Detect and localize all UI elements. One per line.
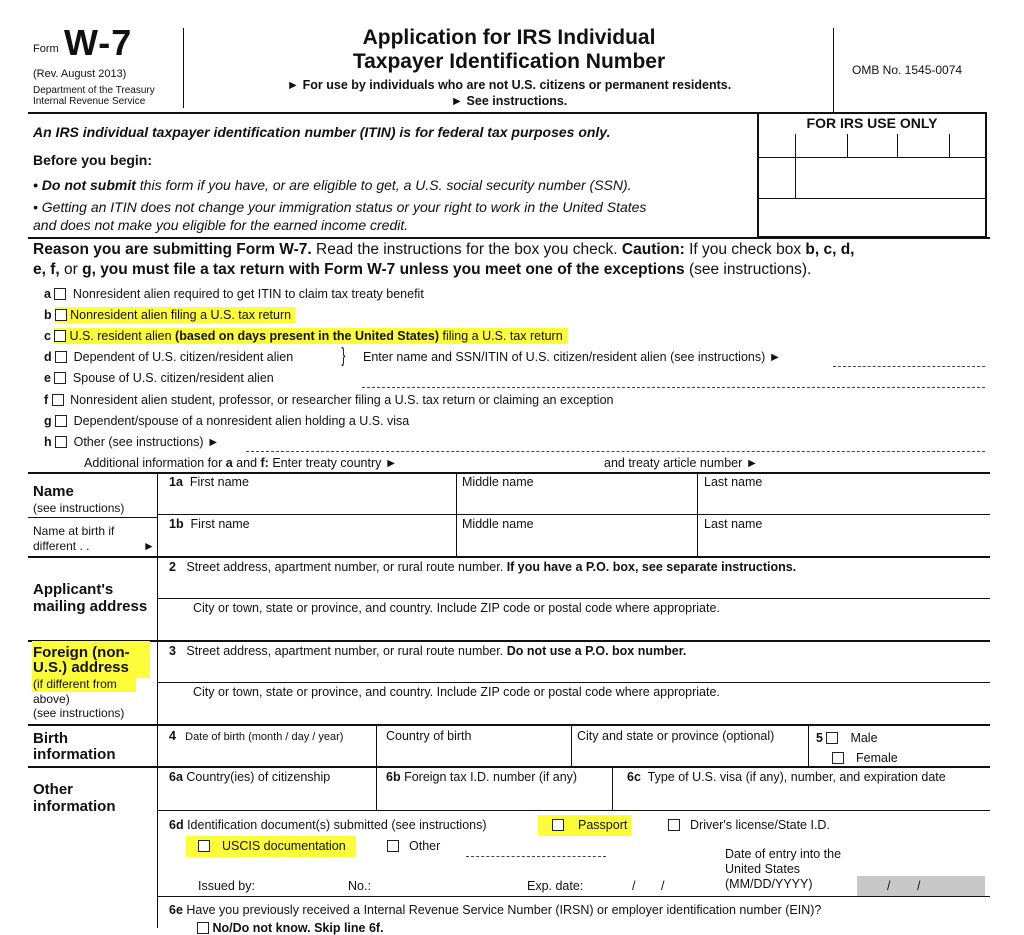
other-col-divider1 [376, 766, 377, 810]
reason-c-label: U.S. resident alien (based on days present in the United States) filing a U.S. tax return [69, 329, 563, 343]
foreign-label5: (see instructions) [33, 706, 125, 720]
other-label1: Other [33, 781, 74, 798]
field-city-of-birth[interactable]: City and state or province (optional) [577, 729, 775, 743]
form-subtitle-line1: ► For use by individuals who are not U.S. citizens or permanent residents. [286, 78, 732, 92]
form-title-line1: Application for IRS Individual [362, 26, 656, 49]
department-line1: Department of the Treasury [33, 85, 155, 96]
reason-d-label: Dependent of U.S. citizen/resident alien [73, 350, 294, 364]
reason-item-b: b Nonresident alien filing a U.S. tax return [44, 308, 295, 322]
drivers-license-option: Driver's license/State I.D. [668, 818, 830, 832]
reason-d-checkbox[interactable] [55, 351, 67, 363]
field-6a-citizenship[interactable]: 6a Country(ies) of citizenship [169, 770, 331, 784]
row-2-rule [157, 598, 990, 599]
reason-item-f: f Nonresident alien student, professor, or researcher filing a U.S. tax return or claiming an exception [44, 393, 614, 407]
reason-rule [28, 472, 990, 474]
reason-item-g: g Dependent/spouse of a nonresident alien holding a U.S. visa [44, 414, 410, 428]
birth-label2: information [33, 746, 116, 763]
field-6d-id-docs: 6d Identification document(s) submitted (see instructions) [169, 818, 487, 832]
irs-use-only-box [757, 112, 987, 238]
uscis-checkbox[interactable] [198, 840, 210, 852]
before-you-begin: Before you begin: [33, 152, 153, 168]
name-at-birth-label2: different . . [33, 539, 90, 553]
birth-col-divider2 [571, 724, 572, 766]
reason-e-label: Spouse of U.S. citizen/resident alien [72, 371, 274, 385]
entry-date-label2: United States [725, 862, 801, 876]
drivers-license-checkbox[interactable] [668, 819, 680, 831]
field-country-of-birth[interactable]: Country of birth [386, 729, 472, 743]
reason-f-checkbox[interactable] [52, 394, 64, 406]
name-section-rule [28, 556, 990, 558]
reason-e-checkbox[interactable] [54, 372, 66, 384]
field-1b-last[interactable]: Last name [704, 517, 763, 531]
reason-item-h: h Other (see instructions) ► [44, 435, 220, 449]
row-3-rule [157, 682, 990, 683]
female-checkbox[interactable] [832, 752, 844, 764]
field-2-city[interactable]: City or town, state or province, and country. Include ZIP code or postal code where appropriate. [193, 601, 720, 615]
gender-male: 5 Male [816, 731, 878, 745]
reason-item-a: a Nonresident alien required to get ITIN to claim tax treaty benefit [44, 287, 424, 301]
field-3-city[interactable]: City or town, state or province, and country. Include ZIP code or postal code where appropriate. [193, 685, 720, 699]
mailing-label1: Applicant's [33, 581, 114, 598]
bullet-itin-status-line2: and does not make you eligible for the earned income credit. [33, 217, 409, 233]
de-entry-line2[interactable] [362, 387, 985, 388]
birth-col-divider1 [376, 724, 377, 766]
name-section-label: Name [33, 483, 74, 500]
field-1b-middle[interactable]: Middle name [462, 517, 534, 531]
reason-f-label: Nonresident alien student, professor, or researcher filing a U.S. tax return or claiming an exception [70, 393, 614, 407]
reason-b-label: Nonresident alien filing a U.S. tax return [70, 308, 292, 322]
field-2-street[interactable]: 2 Street address, apartment number, or rural route number. If you have a P.O. box, see separate instructions. [169, 560, 797, 574]
department-line2: Internal Revenue Service [33, 96, 146, 107]
header-divider-left [183, 28, 184, 108]
header-rule [28, 112, 758, 114]
entry-date-slash1: / [887, 879, 891, 893]
reason-item-c: c U.S. resident alien (based on days present in the United States) filing a U.S. tax return [44, 329, 568, 343]
de-brace: } [341, 345, 346, 367]
other-reason-entry-line[interactable] [246, 451, 985, 452]
entry-date-label3: (MM/DD/YYYY) [725, 877, 813, 891]
header-divider-right [833, 28, 834, 112]
other-doc-option: Other [387, 839, 440, 853]
mailing-label2: mailing address [33, 598, 148, 615]
foreign-label3: (if different from [33, 677, 117, 691]
field-1a-middle[interactable]: Middle name [462, 475, 534, 489]
name-at-birth-label1: Name at birth if [33, 524, 115, 538]
entry-date-label1: Date of entry into the [725, 847, 842, 861]
bullet-itin-status-line1: • Getting an ITIN does not change your immigration status or your right to work in the United States [33, 199, 647, 215]
reason-item-d: d Dependent of U.S. citizen/resident alien [44, 350, 294, 364]
passport-option: Passport [538, 815, 631, 836]
irs-box-rule2 [759, 198, 985, 199]
de-entry-line1[interactable] [833, 366, 985, 367]
exp-date-label[interactable]: Exp. date: [527, 879, 584, 893]
male-checkbox[interactable] [826, 732, 838, 744]
field-1b-first[interactable]: 1b First name [169, 517, 250, 531]
exp-date-slash1: / [632, 879, 636, 893]
irsn-no-checkbox[interactable] [197, 922, 209, 934]
doc-number-label[interactable]: No.: [348, 879, 371, 893]
revision-date: (Rev. August 2013) [33, 68, 127, 80]
name-at-birth-arrow: ► [143, 539, 155, 553]
form-subtitle-line2: ► See instructions. [450, 94, 568, 108]
field-6c-visa[interactable]: 6c Type of U.S. visa (if any), number, and expiration date [627, 770, 946, 784]
name-label-rule [28, 517, 157, 518]
birth-section-rule [28, 766, 990, 768]
passport-checkbox[interactable] [552, 819, 564, 831]
reason-h-checkbox[interactable] [55, 436, 67, 448]
reason-heading-line2: e, f, or g, you must file a tax return with Form W-7 unless you meet one of the exceptions (see instructions). [33, 261, 812, 278]
form-number: W-7 [64, 22, 133, 63]
field-4-dob[interactable]: 4 Date of birth (month / day / year) [169, 729, 344, 743]
irsn-no-option: No/Do not know. Skip line 6f. [197, 921, 384, 935]
field-6e-irsn-question: 6e Have you previously received a Internal Revenue Service Number (IRSN) or employer identification number (EIN)? [169, 903, 822, 917]
mailing-section-rule [28, 640, 990, 642]
foreign-label4: above) [33, 692, 70, 706]
itin-notice: An IRS individual taxpayer identification number (ITIN) is for federal tax purposes only. [33, 124, 611, 140]
irs-box-col4 [949, 134, 950, 158]
gender-female: Female [832, 751, 898, 765]
form-word: Form [33, 43, 59, 55]
field-6b-foreign-tax[interactable]: 6b Foreign tax I.D. number (if any) [386, 770, 578, 784]
irs-box-col3 [897, 134, 898, 158]
reason-item-e: e Spouse of U.S. citizen/resident alien [44, 371, 274, 385]
other-doc-checkbox[interactable] [387, 840, 399, 852]
row-1a-rule [157, 514, 990, 515]
other-doc-entry-line[interactable] [466, 856, 606, 857]
other-label2: information [33, 798, 116, 815]
exp-date-slash2: / [661, 879, 665, 893]
other-col-divider2 [612, 766, 613, 810]
reason-h-label: Other (see instructions) ► [73, 435, 220, 449]
foreign-section-rule [28, 724, 990, 726]
reason-a-checkbox[interactable] [54, 288, 66, 300]
additional-info-label: Additional information for a and f: Enter treaty country ► [84, 456, 398, 470]
irs-box-rule1 [759, 157, 985, 158]
field-1a-first[interactable]: 1a First name [169, 475, 249, 489]
uscis-option: USCIS documentation [186, 836, 356, 857]
entry-date-field[interactable] [857, 876, 985, 896]
reason-g-label: Dependent/spouse of a nonresident alien holding a U.S. visa [73, 414, 410, 428]
birth-label1: Birth [33, 730, 68, 747]
reason-b-checkbox[interactable] [55, 309, 67, 321]
birth-col-divider3 [808, 724, 809, 766]
reason-heading-line1: Reason you are submitting Form W-7. Read the instructions for the box you check. Caution: If you check box b, c, d, [33, 241, 855, 258]
reason-a-label: Nonresident alien required to get ITIN to claim tax treaty benefit [72, 287, 424, 301]
bullet-do-not-submit: • Do not submit this form if you have, or are eligible to get, a U.S. social security number (SSN). [33, 177, 632, 193]
field-3-street[interactable]: 3 Street address, apartment number, or rural route number. Do not use a P.O. box number. [169, 644, 687, 658]
irs-box-col2 [847, 134, 848, 158]
row-6d-rule [157, 896, 990, 897]
de-instruction: Enter name and SSN/ITIN of U.S. citizen/resident alien (see instructions) ► [363, 350, 782, 364]
irs-use-only-title: FOR IRS USE ONLY [806, 115, 938, 131]
row-6abc-rule [157, 810, 990, 811]
reason-g-checkbox[interactable] [55, 415, 67, 427]
treaty-article-label: and treaty article number ► [604, 456, 759, 470]
foreign-label2: U.S.) address [33, 659, 129, 676]
issued-by-label[interactable]: Issued by: [198, 879, 255, 893]
name-section-sub: (see instructions) [33, 501, 125, 515]
reason-c-checkbox[interactable] [54, 330, 66, 342]
form-title-line2: Taxpayer Identification Number [352, 50, 666, 73]
foreign-label1: Foreign (non- [33, 644, 130, 661]
entry-date-slash2: / [917, 879, 921, 893]
irs-box-col1 [795, 134, 796, 198]
intro-rule [28, 237, 990, 239]
label-column-divider [157, 472, 158, 928]
field-1a-last[interactable]: Last name [704, 475, 763, 489]
omb-number: OMB No. 1545-0074 [852, 63, 963, 77]
